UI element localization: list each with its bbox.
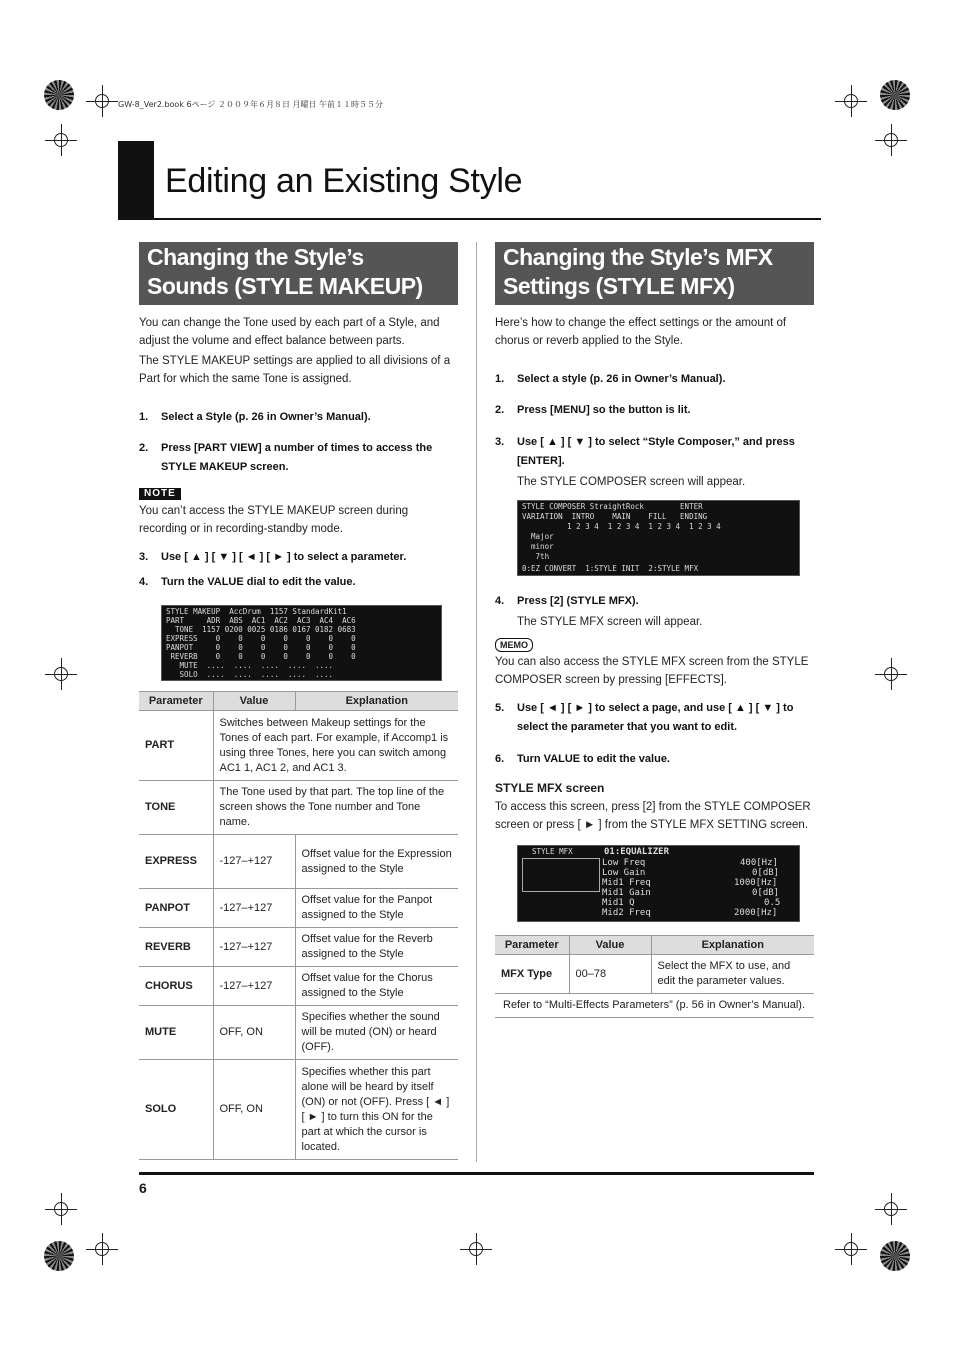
style-mfx-lcd-screen: STYLE MFX 01:EQUALIZER Low Freq 400[Hz] Low Gain 0[dB] Mid1 Freq 1000[Hz] Mid1 Gain 0[dB] Mid1 Q 0.5 Mid2 Freq 2000[Hz] — [517, 845, 800, 922]
style-mfx-subheading: STYLE MFX screen — [495, 781, 605, 795]
right-step-3-result: The STYLE COMPOSER screen will appear. — [517, 476, 746, 488]
crop-mark-icon — [844, 1242, 858, 1256]
explanation-cell: The Tone used by that part. The top line of the screen shows the Tone number and Tone name. — [213, 781, 458, 835]
crop-mark-icon — [95, 1242, 109, 1256]
left-step-4: 4. Turn the VALUE dial to edit the value. — [139, 576, 356, 588]
crop-mark-icon — [54, 133, 68, 147]
note-text: You can’t access the STYLE MAKEUP screen during recording or in recording-standby mode. — [139, 505, 409, 535]
table-row — [139, 967, 458, 1006]
explanation-cell: Offset value for the Expression assigned to the Style — [295, 835, 458, 889]
table-header: Value — [569, 936, 651, 955]
title-rule — [118, 218, 821, 220]
table-row — [139, 889, 458, 928]
value-cell: -127–+127 — [213, 835, 295, 889]
table-row — [139, 928, 458, 967]
table-header: Explanation — [295, 692, 458, 711]
table-row — [139, 1060, 458, 1160]
style-makeup-parameter-table — [139, 691, 458, 1160]
section-heading-style-mfx: Changing the Style’s MFX Settings (STYLE MFX) — [495, 242, 814, 305]
param-cell: SOLO — [139, 1060, 213, 1160]
left-step-2: 2. Press [PART VIEW] a number of times to access the STYLE MAKEUP screen. — [139, 442, 433, 473]
memo-text: You can also access the STYLE MFX screen from the STYLE COMPOSER screen by pressing [EFFECTS]. — [495, 656, 809, 686]
param-cell: MUTE — [139, 1006, 213, 1060]
right-step-5: 5. Use [ ◄ ] [ ► ] to select a page, and use [ ▲ ] [ ▼ ] to select the parameter that you want to edit. — [495, 702, 794, 733]
print-dot-bottom-right — [880, 1241, 910, 1271]
crop-mark-icon — [884, 667, 898, 681]
left-intro-1: You can change the Tone used by each part of a Style, and adjust the volume and effect balance between parts. — [139, 317, 440, 347]
param-cell: EXPRESS — [139, 835, 213, 889]
title-bar-block — [118, 141, 154, 219]
table-header: Parameter — [495, 936, 569, 955]
param-cell: MFX Type — [495, 955, 569, 994]
crop-mark-icon — [884, 133, 898, 147]
crop-mark-icon — [54, 1202, 68, 1216]
note-badge: NOTE — [139, 488, 181, 500]
eq-graphic — [522, 858, 600, 892]
param-cell: TONE — [139, 781, 213, 835]
explanation-cell: Select the MFX to use, and edit the parameter values. — [651, 955, 814, 994]
table-row — [495, 955, 814, 994]
style-mfx-parameter-table — [495, 935, 814, 1018]
style-mfx-description: To access this screen, press [2] from the STYLE COMPOSER screen or press [ ► ] from the STYLE MFX SETTING screen. — [495, 801, 811, 831]
table-row — [139, 1006, 458, 1060]
value-cell: OFF, ON — [213, 1060, 295, 1160]
explanation-cell: Offset value for the Reverb assigned to the Style — [295, 928, 458, 967]
explanation-cell: Specifies whether this part alone will be heard by itself (ON) or not (OFF). Press [ ◄ ] [ ► ] to turn this ON for the part at which the cursor is located. — [295, 1060, 458, 1160]
table-row — [139, 781, 458, 835]
file-info-header: GW-8_Ver2.book 6ページ ２００９年６月８日 月曜日 午前１１時５５分 — [118, 100, 384, 109]
table-header: Explanation — [651, 936, 814, 955]
explanation-cell: Offset value for the Chorus assigned to the Style — [295, 967, 458, 1006]
right-intro: Here’s how to change the effect settings or the amount of chorus or reverb applied to the Style. — [495, 317, 787, 347]
param-cell: PART — [139, 711, 213, 781]
crop-mark-icon — [54, 667, 68, 681]
explanation-cell: Switches between Makeup settings for the Tones of each part. For example, if Accomp1 is using three Tones, here you can switch among AC1 1, AC1 2, and AC1 3. — [213, 711, 458, 781]
right-step-4-result: The STYLE MFX screen will appear. — [517, 616, 703, 628]
print-dot-top-right — [880, 80, 910, 110]
table-header: Parameter — [139, 692, 213, 711]
crop-mark-icon — [95, 94, 109, 108]
right-step-3: 3. Use [ ▲ ] [ ▼ ] to select “Style Composer,” and press [ENTER]. — [495, 436, 795, 467]
left-step-3: 3. Use [ ▲ ] [ ▼ ] [ ◄ ] [ ► ] to select a parameter. — [139, 551, 407, 563]
value-cell: -127–+127 — [213, 889, 295, 928]
left-step-1: 1. Select a Style (p. 26 in Owner’s Manual). — [139, 411, 371, 423]
table-row — [139, 835, 458, 889]
right-step-1: 1. Select a style (p. 26 in Owner’s Manual). — [495, 373, 726, 385]
section-heading-style-makeup: Changing the Style’s Sounds (STYLE MAKEUP) — [139, 242, 458, 305]
right-step-2: 2. Press [MENU] so the button is lit. — [495, 404, 691, 416]
value-cell: OFF, ON — [213, 1006, 295, 1060]
value-cell: 00–78 — [569, 955, 651, 994]
table-header: Value — [213, 692, 295, 711]
table-row — [139, 711, 458, 781]
param-cell: PANPOT — [139, 889, 213, 928]
explanation-cell: Specifies whether the sound will be muted (ON) or heard (OFF). — [295, 1006, 458, 1060]
page-title: Editing an Existing Style — [165, 162, 523, 200]
footer-rule — [139, 1172, 814, 1175]
crop-mark-icon — [884, 1202, 898, 1216]
left-intro-2: The STYLE MAKEUP settings are applied to all divisions of a Part for which the same Tone is assigned. — [139, 355, 451, 385]
table-note-cell: Refer to “Multi-Effects Parameters” (p. 56 in Owner’s Manual). — [495, 994, 814, 1018]
page-number: 6 — [139, 1180, 147, 1196]
value-cell: -127–+127 — [213, 967, 295, 1006]
right-step-6: 6. Turn VALUE to edit the value. — [495, 753, 670, 765]
memo-badge: MEMO — [495, 638, 533, 652]
explanation-cell: Offset value for the Panpot assigned to the Style — [295, 889, 458, 928]
value-cell: -127–+127 — [213, 928, 295, 967]
crop-mark-icon — [844, 94, 858, 108]
column-divider — [476, 242, 477, 1162]
style-makeup-lcd-screen: STYLE MAKEUP AccDrum 1157 StandardKit1 PART ADR ABS AC1 AC2 AC3 AC4 AC6 TONE 1157 0200 0025 0186 0167 0182 0683 EXPRESS 0 0 0 0 0 0 0 PANPOT 0 0 0 0 0 0 0 REVERB 0 0 0 0 0 0 0 MUTE .... .... .... .... .... SOLO .... .... .... .... .... — [161, 605, 442, 681]
param-cell: CHORUS — [139, 967, 213, 1006]
style-composer-lcd-screen: STYLE COMPOSER StraightRock ENTER VARIATION INTRO MAIN FILL ENDING 1 2 3 4 1 2 3 4 1 2 3 4 1 2 3 4 Major minor 7th 0:EZ CONVERT 1:STYLE INIT 2:STYLE MFX — [517, 500, 800, 576]
print-dot-bottom-left — [44, 1241, 74, 1271]
param-cell: REVERB — [139, 928, 213, 967]
crop-mark-icon — [469, 1242, 483, 1256]
print-dot-top-left — [44, 80, 74, 110]
table-row — [495, 994, 814, 1018]
right-step-4: 4. Press [2] (STYLE MFX). — [495, 595, 639, 607]
